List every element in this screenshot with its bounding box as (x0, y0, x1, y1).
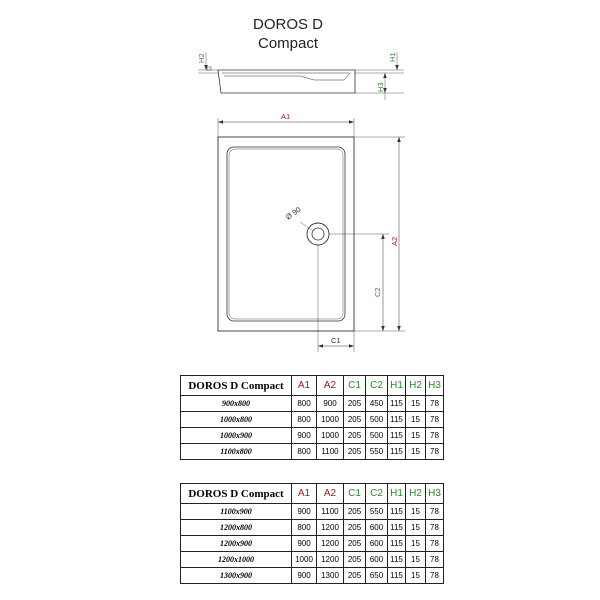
cell-c2: 600 (366, 520, 388, 536)
cell-c2: 550 (366, 504, 388, 520)
cell-h3: 78 (426, 536, 444, 552)
header-c1: C1 (344, 484, 366, 504)
label-h2: H2 (197, 53, 206, 63)
cell-h2: 15 (406, 568, 426, 584)
label-c2: C2 (373, 287, 382, 297)
cell-c2: 450 (366, 396, 388, 412)
cell-h3: 78 (426, 396, 444, 412)
header-c2: C2 (366, 376, 388, 396)
cell-h2: 15 (406, 536, 426, 552)
cell-h2: 15 (406, 412, 426, 428)
cell-a2: 900 (317, 396, 344, 412)
cell-h2: 15 (406, 552, 426, 568)
header-c1: C1 (344, 376, 366, 396)
table-row (181, 552, 444, 568)
side-profile (198, 52, 404, 100)
label-a1: A1 (281, 112, 291, 121)
cell-a1: 800 (292, 444, 317, 460)
cell-h1: 115 (388, 536, 406, 552)
cell-h3: 78 (426, 520, 444, 536)
cell-h1: 115 (388, 568, 406, 584)
product-title: DOROS D (252, 16, 323, 33)
cell-model: 1300x900 (181, 568, 292, 584)
table-row (181, 536, 444, 552)
cell-c1: 205 (344, 396, 366, 412)
table-row (181, 520, 444, 536)
cell-h3: 78 (426, 504, 444, 520)
cell-model: 1000x800 (181, 412, 292, 428)
cell-model: 1100x900 (181, 504, 292, 520)
header-h2: H2 (406, 484, 426, 504)
cell-h1: 115 (388, 504, 406, 520)
cell-a1: 900 (292, 568, 317, 584)
header-a1: A1 (292, 376, 317, 396)
cell-c1: 205 (344, 568, 366, 584)
header-h1: H1 (388, 484, 406, 504)
cell-a2: 1100 (317, 444, 344, 460)
cell-a1: 800 (292, 396, 317, 412)
cell-a2: 1200 (317, 552, 344, 568)
dimension-arrows (204, 65, 401, 348)
cell-h2: 15 (406, 428, 426, 444)
cell-a1: 800 (292, 520, 317, 536)
cell-model: 1200x1000 (181, 552, 292, 568)
header-h1: H1 (388, 376, 406, 396)
header-a2: A2 (317, 484, 344, 504)
cell-c2: 500 (366, 428, 388, 444)
product-subtitle: Compact (257, 35, 319, 52)
cell-a2: 1200 (317, 536, 344, 552)
cell-a2: 1100 (317, 504, 344, 520)
spec-table-2 (180, 483, 444, 584)
cell-c1: 205 (344, 428, 366, 444)
spec-table-1 (180, 375, 444, 460)
plan-view (218, 118, 405, 352)
cell-c1: 205 (344, 412, 366, 428)
cell-c2: 600 (366, 552, 388, 568)
cell-h1: 115 (388, 396, 406, 412)
cell-h2: 15 (406, 520, 426, 536)
header-h3: H3 (426, 484, 444, 504)
cell-h1: 115 (388, 444, 406, 460)
cell-a2: 1000 (317, 428, 344, 444)
header-name: DOROS D Compact (181, 376, 292, 396)
cell-a1: 900 (292, 536, 317, 552)
table-row (181, 444, 444, 460)
cell-model: 1100x800 (181, 444, 292, 460)
table-row (181, 412, 444, 428)
label-drain-diameter: Ø 90 (283, 204, 303, 222)
label-a2: A2 (390, 236, 399, 246)
cell-model: 900x800 (181, 396, 292, 412)
cell-h3: 78 (426, 552, 444, 568)
cell-a1: 1000 (292, 552, 317, 568)
cell-a1: 900 (292, 428, 317, 444)
table-row (181, 568, 444, 584)
cell-c2: 550 (366, 444, 388, 460)
cell-h1: 115 (388, 428, 406, 444)
cell-c1: 205 (344, 552, 366, 568)
cell-a2: 1300 (317, 568, 344, 584)
cell-c1: 205 (344, 520, 366, 536)
cell-c2: 500 (366, 412, 388, 428)
header-name: DOROS D Compact (181, 484, 292, 504)
cell-h2: 15 (406, 504, 426, 520)
cell-a1: 900 (292, 504, 317, 520)
cell-h1: 115 (388, 552, 406, 568)
cell-c1: 205 (344, 504, 366, 520)
cell-c2: 600 (366, 536, 388, 552)
cell-h3: 78 (426, 428, 444, 444)
cell-c2: 650 (366, 568, 388, 584)
cell-c1: 205 (344, 444, 366, 460)
table-row (181, 428, 444, 444)
label-h1: H1 (388, 52, 397, 62)
cell-h1: 115 (388, 520, 406, 536)
table-row (181, 396, 444, 412)
label-c1: C1 (331, 336, 341, 345)
table-header-row (181, 376, 444, 396)
header-c2: C2 (366, 484, 388, 504)
header-h3: H3 (426, 376, 444, 396)
cell-a2: 1200 (317, 520, 344, 536)
table-header-row (181, 484, 444, 504)
cell-model: 1000x900 (181, 428, 292, 444)
cell-a2: 1000 (317, 412, 344, 428)
cell-h3: 78 (426, 568, 444, 584)
cell-model: 1200x800 (181, 520, 292, 536)
cell-h2: 15 (406, 396, 426, 412)
cell-a1: 800 (292, 412, 317, 428)
cell-c1: 205 (344, 536, 366, 552)
cell-h1: 115 (388, 412, 406, 428)
header-h2: H2 (406, 376, 426, 396)
cell-model: 1200x900 (181, 536, 292, 552)
header-a2: A2 (317, 376, 344, 396)
table-row (181, 504, 444, 520)
cell-h3: 78 (426, 412, 444, 428)
header-a1: A1 (292, 484, 317, 504)
label-h3: H3 (376, 82, 385, 92)
cell-h3: 78 (426, 444, 444, 460)
cell-h2: 15 (406, 444, 426, 460)
